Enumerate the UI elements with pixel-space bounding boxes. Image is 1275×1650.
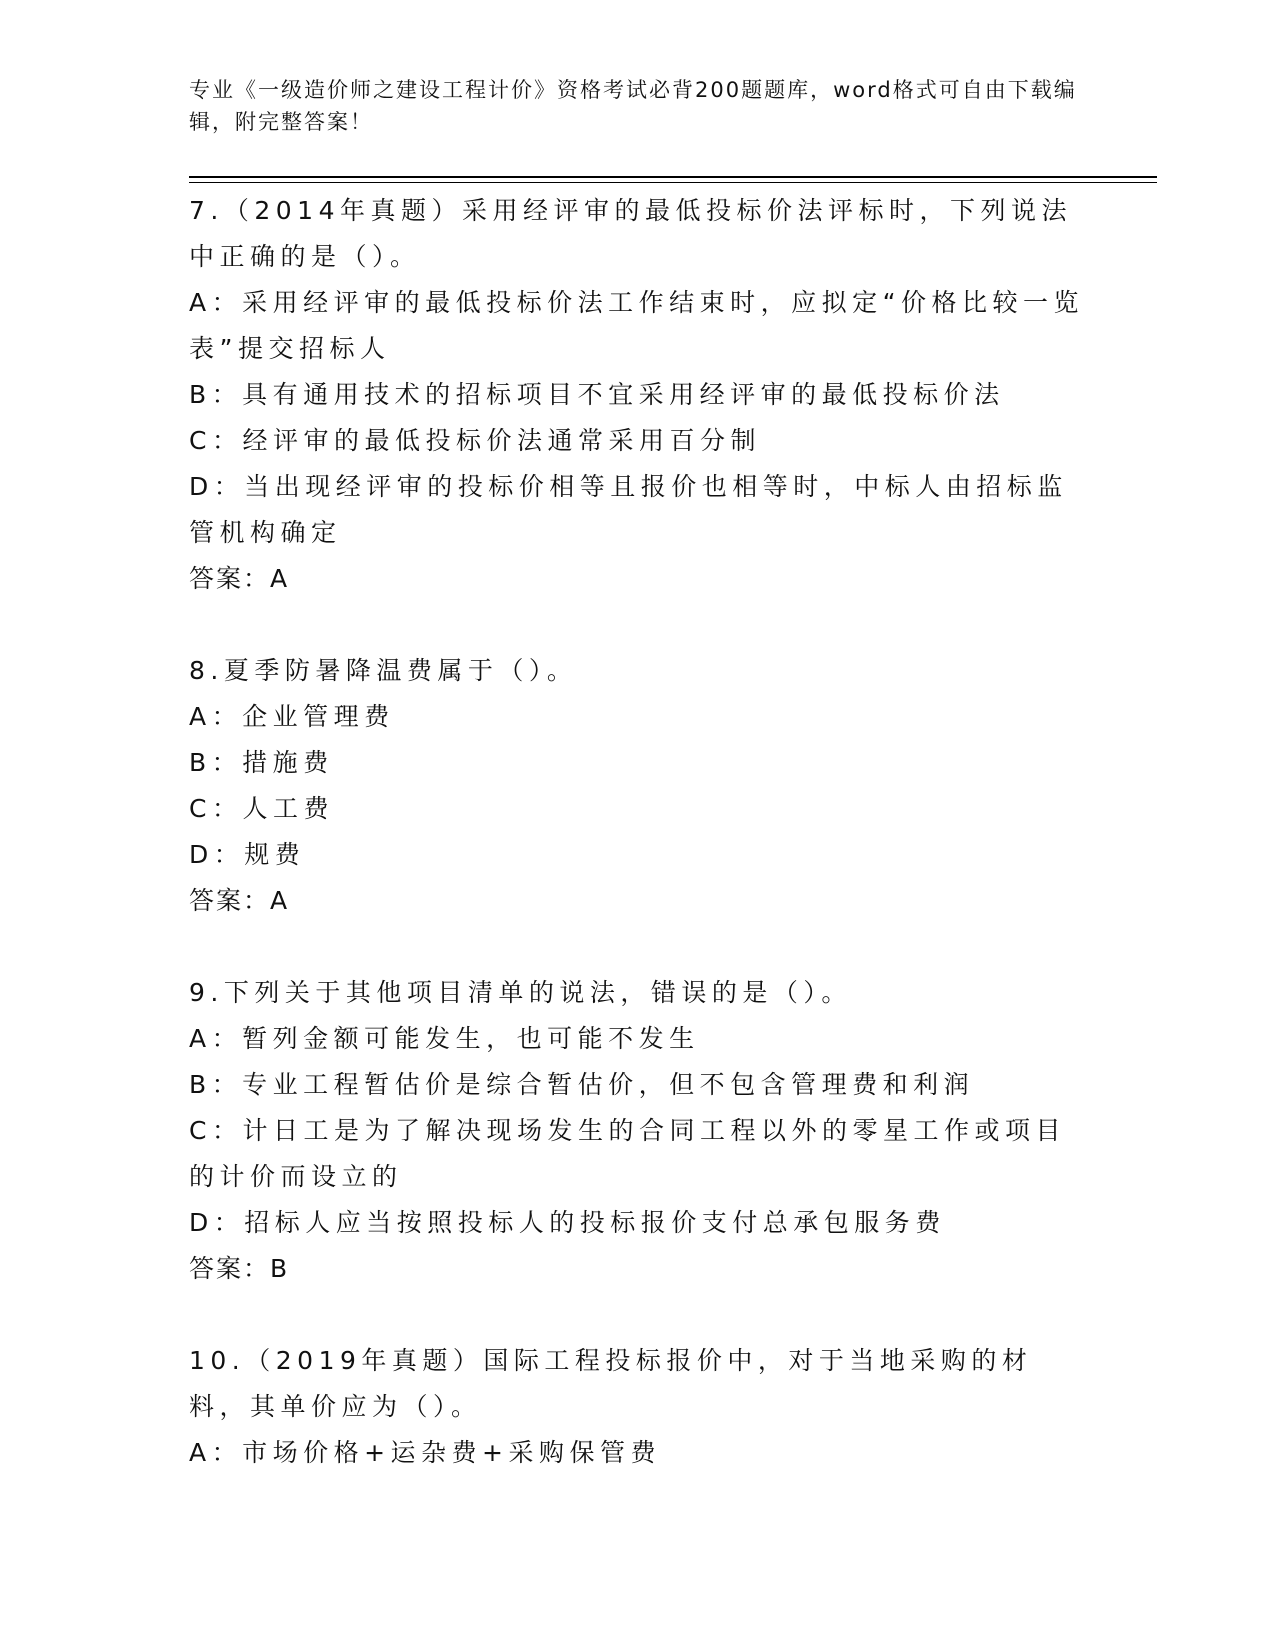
option-a: A：采用经评审的最低投标价法工作结束时，应拟定“价格比较一览表”提交招标人 <box>189 288 1085 363</box>
question-stem: 7.（2014年真题）采用经评审的最低投标价法评标时，下列说法中正确的是（）。 <box>189 196 1072 271</box>
question-item <box>189 188 1089 602</box>
question-stem: 10.（2019年真题）国际工程投标报价中，对于当地采购的材料，其单价应为（）。 <box>189 1346 1033 1421</box>
option-c: C：计日工是为了解决现场发生的合同工程以外的零星工作或项目的计价而设立的 <box>189 1116 1066 1191</box>
question-item <box>189 648 1089 924</box>
header-divider-thin <box>189 182 1157 183</box>
option-b: B：措施费 <box>189 748 334 777</box>
question-stem: 9.下列关于其他项目清单的说法，错误的是（）。 <box>189 978 852 1007</box>
answer-line: 答案：A <box>189 886 290 915</box>
option-c: C：人工费 <box>189 794 334 823</box>
document-header: 专业《一级造价师之建设工程计价》资格考试必背200题题库，word格式可自由下载编辑，附完整答案！ <box>189 78 1077 134</box>
answer-line: 答案：B <box>189 1254 290 1283</box>
question-item <box>189 1338 1089 1476</box>
option-b: B：专业工程暂估价是综合暂估价，但不包含管理费和利润 <box>189 1070 975 1099</box>
option-a: A：企业管理费 <box>189 702 395 731</box>
option-b: B：具有通用技术的招标项目不宜采用经评审的最低投标价法 <box>189 380 1005 409</box>
option-a: A：市场价格+运杂费+采购保管费 <box>189 1438 661 1467</box>
question-stem: 8.夏季防暑降温费属于（）。 <box>189 656 578 685</box>
answer-line: 答案：A <box>189 564 290 593</box>
option-d: D：当出现经评审的投标价相等且报价也相等时，中标人由招标监管机构确定 <box>189 472 1068 547</box>
option-d: D：规费 <box>189 840 306 869</box>
option-d: D：招标人应当按照投标人的投标报价支付总承包服务费 <box>189 1208 946 1237</box>
option-a: A：暂列金额可能发生，也可能不发生 <box>189 1024 700 1053</box>
option-c: C：经评审的最低投标价法通常采用百分制 <box>189 426 761 455</box>
question-item <box>189 970 1089 1292</box>
question-list <box>189 188 1089 1522</box>
header-divider-thick <box>189 176 1157 178</box>
